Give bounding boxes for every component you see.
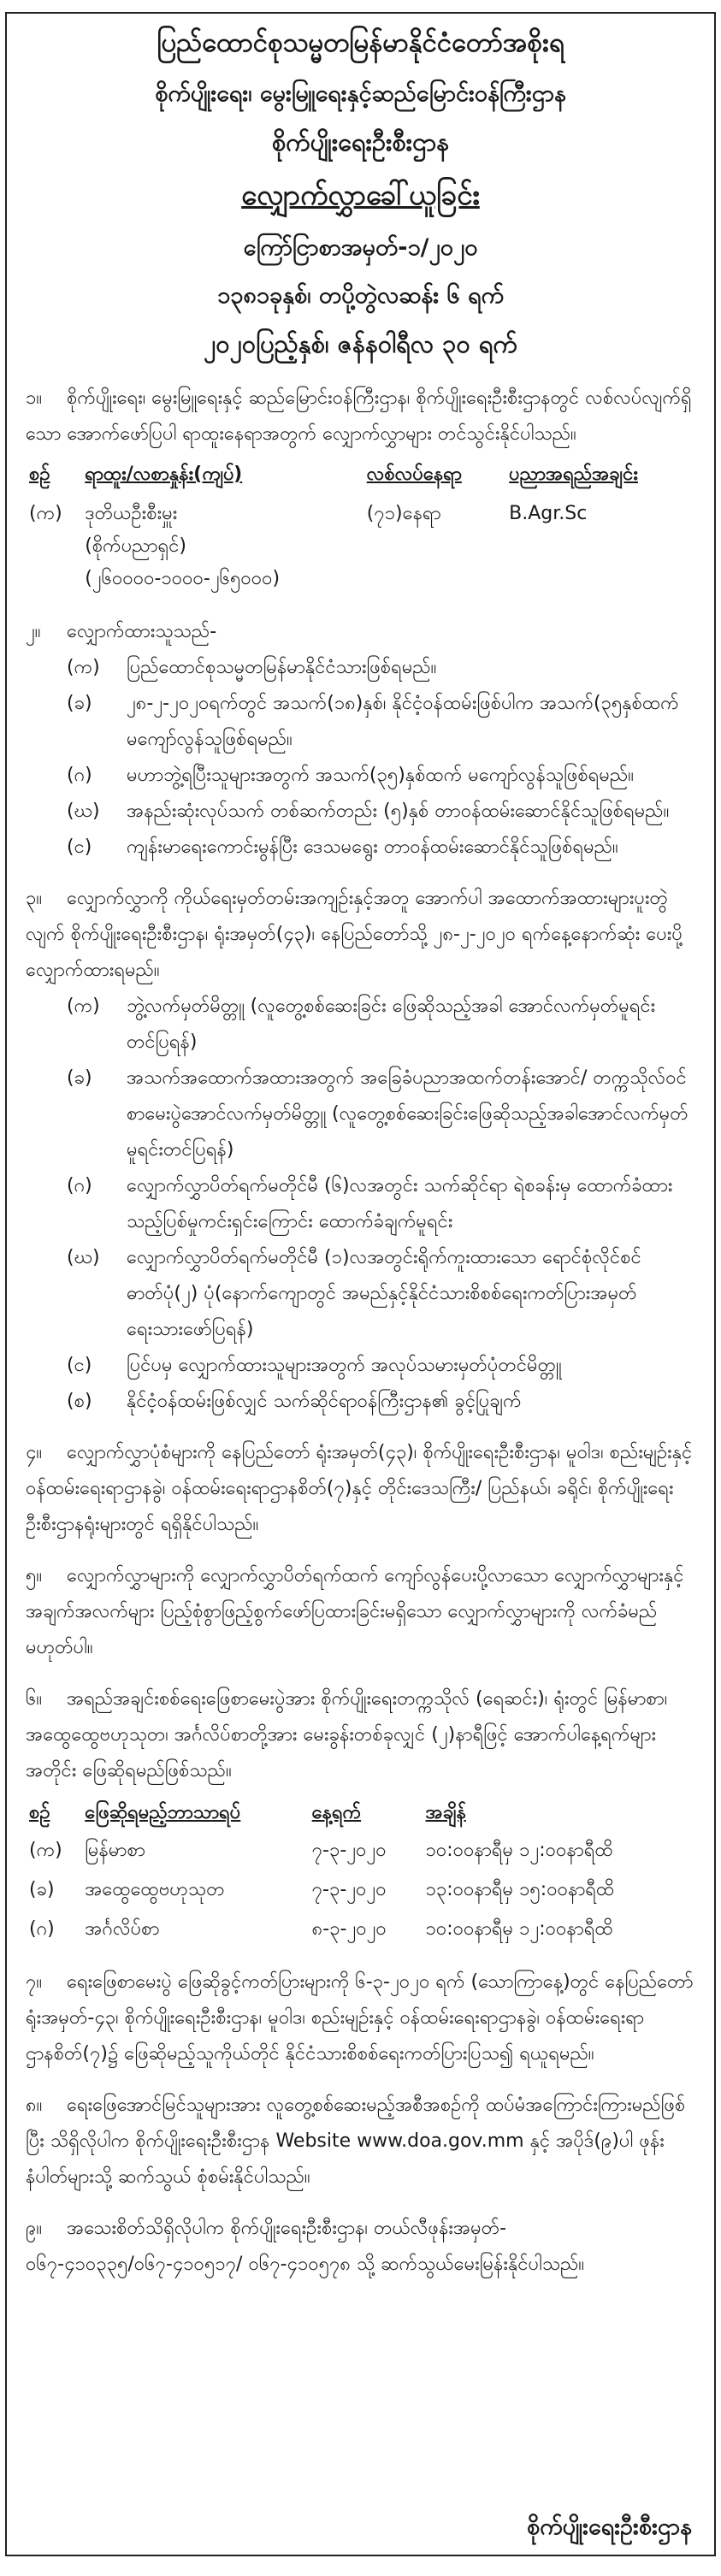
list-item-text: ဘွဲ့လက်မှတ်မိတ္တူ (လူတွေ့စစ်ဆေးခြင်း ဖြေဆိုသည့်အခါ အောင်လက်မှတ်မူရင်းတင်ပြရန်) [127, 996, 656, 1053]
exam-col-sn: စဉ် [29, 1802, 50, 1823]
vacancy-count: (၇၁)နေရာ [366, 503, 441, 524]
exam-col-date: နေ့ရက် [311, 1802, 362, 1823]
table-row [26, 1831, 695, 1870]
list-item [26, 758, 695, 794]
notice-header [26, 26, 695, 365]
exam-time: ၁၀:၀၀နာရီမှ ၁၂:၀၀နာရီထိ [425, 1840, 613, 1861]
exam-subject: မြန်မာစာ [85, 1840, 145, 1861]
exam-subject: အထွေထွေဗဟုသုတ [85, 1879, 225, 1900]
section-1-number: ၁။ [26, 387, 43, 409]
section-9-number: ၉။ [26, 2218, 43, 2239]
exam-col-subject: ဖြေဆိုရမည့်ဘာသာရပ် [85, 1802, 241, 1823]
vacancy-table-header [26, 456, 695, 494]
header-line-notice-number: ကြော်ငြာစာအမှတ်-၁/၂၀၂၀ [243, 234, 478, 261]
section-5-number: ၅။ [26, 1565, 43, 1586]
section-5 [26, 1558, 695, 1666]
table-row [26, 1870, 695, 1910]
list-item [26, 830, 695, 866]
exam-date: ၈-၃-၂၀၂၀ [311, 1918, 387, 1940]
list-item [26, 794, 695, 830]
website-link[interactable]: www.doa.gov.mm [357, 2130, 524, 2152]
list-item [26, 1384, 695, 1420]
vacancy-row [26, 494, 695, 599]
list-item-text: နိုင်ငံ့ဝန်ထမ်းဖြစ်လျှင် သက်ဆိုင်ရာဝန်ကြီးဌာန၏ ခွင့်ပြုချက် [127, 1391, 522, 1412]
signature: စိုက်ပျိုးရေးဦးစီးဌာန [527, 2514, 692, 2540]
list-item-label: (ဂ) [67, 765, 92, 786]
list-item-label: (ဃ) [67, 801, 100, 822]
vacancy-table [26, 456, 695, 599]
section-4-number: ၄။ [26, 1442, 43, 1463]
exam-time: ၁၃:၀၀နာရီမှ ၁၅:၀၀နာရီထိ [425, 1879, 615, 1900]
section-2-list [26, 650, 695, 866]
list-item-text: ၂၈-၂-၂၀၂၀ရက်တွင် အသက်(၁၈)နှစ်၊ နိုင်ငံ့ဝန်ထမ်းဖြစ်ပါက အသက်(၃၅နှစ်ထက် မကျော်လွန်သူဖြစ်ရမည်။ [127, 693, 679, 750]
section-3-text: လျှောက်လွှာကို ကိုယ်ရေးမှတ်တမ်းအကျဉ်းနှင့်အတူ အောက်ပါ အထောက်အထားများပူးတွဲလျက် စိုက်ပျိုးရေးဦးစီးဌာန၊ ရုံးအမှတ်(၄၃)၊ နေပြည်တော်သို့ ၂၈-၂-၂၀၂၀ ရက်နေ့နောက်ဆုံး ပေးပို့လျှောက်ထားရမည်။ [26, 888, 683, 981]
list-item-label: (ဂ) [67, 1175, 92, 1196]
phone-numbers: ၀၆၇-၄၁၀၃၃၅/၀၆၇-၄၁၀၅၁၇/ ၀၆၇-၄၁၀၅၇၈ [26, 2254, 351, 2275]
col-qualification: ပညာအရည်အချင်း [509, 464, 638, 485]
list-item-label: (င) [67, 1355, 92, 1376]
section-7 [26, 1964, 695, 2072]
exam-subject: အင်္ဂလိပ်စာ [85, 1918, 160, 1940]
header-line-ministry: စိုက်ပျိုးရေး၊ မွေးမြူရေးနှင့်ဆည်မြောင်းဝန်ကြီးဌာန [155, 80, 566, 107]
list-item-label: (က) [67, 657, 100, 678]
list-item-text: လျှောက်လွှာပိတ်ရက်မတိုင်မီ (၆)လအတွင်း သက်ဆိုင်ရာ ရဲစခန်းမှ ထောက်ခံထားသည့်ပြစ်မှုကင်းရှင်းကြောင်း ထောက်ခံချက်မူရင်း [127, 1175, 673, 1232]
section-9-text-after: သို့ ဆက်သွယ်မေးမြန်းနိုင်ပါသည်။ [356, 2254, 585, 2275]
section-1-text: စိုက်ပျိုးရေး၊ မွေးမြူရေးနှင့် ဆည်မြောင်းဝန်ကြီးဌာန၊ စိုက်ပျိုးရေးဦးစီးဌာနတွင် လစ်လပ်လျက်ရှိသော အောက်ဖော်ပြပါ ရာထူးနေရာအတွက် လျှောက်လွှာများ တင်သွင်းနိုင်ပါသည်။ [26, 387, 692, 445]
list-item [26, 686, 695, 758]
list-item-label: (စ) [67, 1391, 92, 1412]
list-item [26, 650, 695, 686]
section-2-title: လျှောက်ထားသူသည်- [67, 621, 217, 642]
exam-date: ၇-၃-၂၀၂၀ [311, 1879, 387, 1900]
section-2-number: ၂။ [26, 621, 41, 642]
list-item-text: လျှောက်လွှာပိတ်ရက်မတိုင်မီ (၁)လအတွင်းရိုက်ကူးထားသော ရောင်စုံလိုင်စင်ဓာတ်ပုံ(၂) ပုံ(နောက်ကျောတွင် အမည်နှင့်နိုင်ငံသားစိစစ်ရေးကတ်ပြားအမှတ် ရေးသားဖော်ပြရန်) [127, 1247, 641, 1340]
list-item-text: ကျန်းမာရေးကောင်းမွန်ပြီး ဒေသမရွေး တာဝန်ထမ်းဆောင်နိုင်သူဖြစ်ရမည်။ [127, 836, 618, 858]
list-item [26, 1168, 695, 1240]
position-title: ဒုတိယဦးစီးမှူး [85, 503, 178, 524]
section-1 [26, 381, 695, 452]
section-8-text-after: နှင့် အပိုဒ်(၉)ပါ ဖုန်းနံပါတ်များသို့ ဆက်သွယ် စုံစမ်းနိုင်ပါသည်။ [26, 2130, 665, 2188]
header-line-title: လျှောက်လွှာခေါ်ယူခြင်း [241, 178, 480, 211]
exam-sn: (ခ) [29, 1879, 55, 1900]
col-sn: စဉ် [29, 464, 50, 485]
vacancy-position [81, 494, 363, 599]
section-7-number: ၇။ [26, 1971, 43, 1993]
list-item-text: အသက်အထောက်အထားအတွက် အခြေခံပညာအထက်တန်းအောင်/ တက္ကသိုလ်ဝင်စာမေးပွဲအောင်လက်မှတ်မိတ္တူ (လူတွေ့စစ်ဆေးခြင်းဖြေဆိုသည့်အခါအောင်လက်မှတ်မူရင်းတင်ပြရန်) [127, 1067, 688, 1161]
section-5-text: လျှောက်လွှာများကို လျှောက်လွှာပိတ်ရက်ထက် ကျော်လွန်ပေးပို့လာသော လျှောက်လွှာများနှင့် အချက်အလက်များ ပြည့်စုံစွာဖြည့်စွက်ဖော်ပြထားခြင်းမရှိသော လျှောက်လွှာများကို လက်ခံမည်မဟုတ်ပါ။ [26, 1565, 684, 1658]
section-8-text: ရေးဖြေအောင်မြင်သူများအား လူတွေ့စစ်ဆေးမည့်အစီအစဉ်ကို ထပ်မံအကြောင်းကြားမည်ဖြစ်ပြီး သိရှိလိုပါက စိုက်ပျိုးရေးဦးစီးဌာန [26, 2094, 686, 2152]
col-vacancy: လစ်လပ်နေရာ [366, 464, 462, 485]
list-item-text: ပြည်ထောင်စုသမ္မတမြန်မာနိုင်ငံသားဖြစ်ရမည်။ [127, 657, 437, 678]
list-item-text: အနည်းဆုံးလုပ်သက် တစ်ဆက်တည်း (၅)နှစ် တာဝန်ထမ်းဆောင်နိုင်သူဖြစ်ရမည်။ [127, 801, 670, 822]
list-item-label: (ခ) [67, 693, 92, 714]
section-7-text: ရေးဖြေစာမေးပွဲ ဖြေဆိုခွင့်ကတ်ပြားများကို ၆-၃-၂၀၂၀ ရက် (သောကြာနေ့)တွင် နေပြည်တော်ရုံးအမှတ်-၄၃၊ စိုက်ပျိုးရေးဦးစီးဌာန၊ မူဝါဒ၊ စည်းမျဉ်းနှင့် ဝန်ထမ်းရေးရာဌာနခွဲ၊ ဝန်ထမ်းရေးရာဌာနစိတ်(၇)၌ ဖြေဆိုမည့်သူကိုယ်တိုင် နိုင်ငံသားစိစစ်ရေးကတ်ပြားပြသ၍ ရယူရမည်။ [26, 1971, 694, 2065]
header-line-myanmar-date: ၁၃၈၁ခုနှစ်၊ တပို့တွဲလဆန်း ၆ ရက် [216, 282, 505, 309]
list-item-text: မဟာဘွဲ့ရပြီးသူများအတွက် အသက်(၃၅)နှစ်ထက် မကျော်လွန်သူဖြစ်ရမည်။ [127, 765, 634, 786]
exam-table-header [26, 1796, 695, 1831]
list-item-label: (င) [67, 836, 92, 858]
section-9 [26, 2211, 695, 2283]
section-3-number: ၃။ [26, 888, 43, 909]
website-label: Website [275, 2130, 352, 2152]
section-2 [26, 614, 695, 650]
list-item [26, 1061, 695, 1168]
section-3-list [26, 989, 695, 1420]
header-line-department: စိုက်ပျိုးရေးဦးစီးဌာန [271, 127, 450, 157]
section-6-number: ၆။ [26, 1688, 43, 1710]
list-item-label: (ဃ) [67, 1247, 100, 1268]
header-line-government: ပြည်ထောင်စုသမ္မတမြန်မာနိုင်ငံတော်အစိုးရ [157, 27, 564, 58]
section-6-text: အရည်အချင်းစစ်ရေးဖြေစာမေးပွဲအား စိုက်ပျိုးရေးတက္ကသိုလ် (ရေဆင်း)၊ ရုံးတွင် မြန်မာစာ၊ အထွေထွေဗဟုသုတ၊ အင်္ဂလိပ်စာတို့အား မေးခွန်းတစ်ခုလျှင် (၂)နာရီဖြင့် အောက်ပါနေ့ရက်များအတိုင်း ဖြေဆိုရမည်ဖြစ်သည်။ [26, 1688, 668, 1781]
list-item-label: (ခ) [67, 1067, 92, 1089]
section-8 [26, 2088, 695, 2195]
section-3 [26, 881, 695, 989]
list-item [26, 989, 695, 1061]
exam-sn: (ဂ) [29, 1918, 55, 1940]
notice-frame [5, 12, 716, 2556]
exam-schedule-table [26, 1796, 695, 1949]
header-line-gregorian-date: ၂၀၂၀ပြည့်နှစ်၊ ဇန်နဝါရီလ ၃၀ ရက် [204, 329, 517, 358]
position-subtitle: (စိုက်ပညာရှင်) [85, 535, 186, 557]
section-8-number: ၈။ [26, 2094, 43, 2116]
list-item-text: ပြင်ပမှ လျှောက်ထားသူများအတွက် အလုပ်သမားမှတ်ပုံတင်မိတ္တူ [127, 1355, 562, 1376]
section-4-text: လျှောက်လွှာပုံစံများကို နေပြည်တော် ရုံးအမှတ်(၄၃)၊ စိုက်ပျိုးရေးဦးစီးဌာန၊ မူဝါဒ၊ စည်းမျဉ်းနှင့် ဝန်ထမ်းရေးရာဌာနခွဲ၊ ဝန်ထမ်းရေးရာဌာနစိတ်(၇)နှင့် တိုင်းဒေသကြီး/ ပြည်နယ်၊ ခရိုင်၊ စိုက်ပျိုးရေးဦးစီးဌာနရုံးများတွင် ရရှိနိုင်ပါသည်။ [26, 1442, 693, 1535]
table-row [26, 1910, 695, 1949]
vacancy-qualification: B.Agr.Sc [509, 503, 588, 524]
section-9-text: အသေးစိတ်သိရှိလိုပါက စိုက်ပျိုးရေးဦးစီးဌာန၊ တယ်လီဖုန်းအမှတ်- [67, 2218, 507, 2239]
list-item-label: (က) [67, 996, 100, 1017]
section-6 [26, 1681, 695, 1789]
list-item [26, 1348, 695, 1384]
exam-date: ၇-၃-၂၀၂၀ [311, 1840, 387, 1861]
exam-time: ၁၀:၀၀နာရီမှ ၁၂:၀၀နာရီထိ [425, 1918, 613, 1940]
exam-sn: (က) [29, 1840, 62, 1861]
vacancy-sn: (က) [29, 503, 62, 524]
col-position: ရာထူး/လစာနှုန်း(ကျပ်) [85, 464, 243, 485]
position-salary: (၂၆၀၀၀၀-၁၀၀၀-၂၆၅၀၀၀) [85, 568, 281, 589]
section-4 [26, 1435, 695, 1543]
list-item [26, 1240, 695, 1348]
exam-col-time: အချိန် [425, 1802, 466, 1823]
